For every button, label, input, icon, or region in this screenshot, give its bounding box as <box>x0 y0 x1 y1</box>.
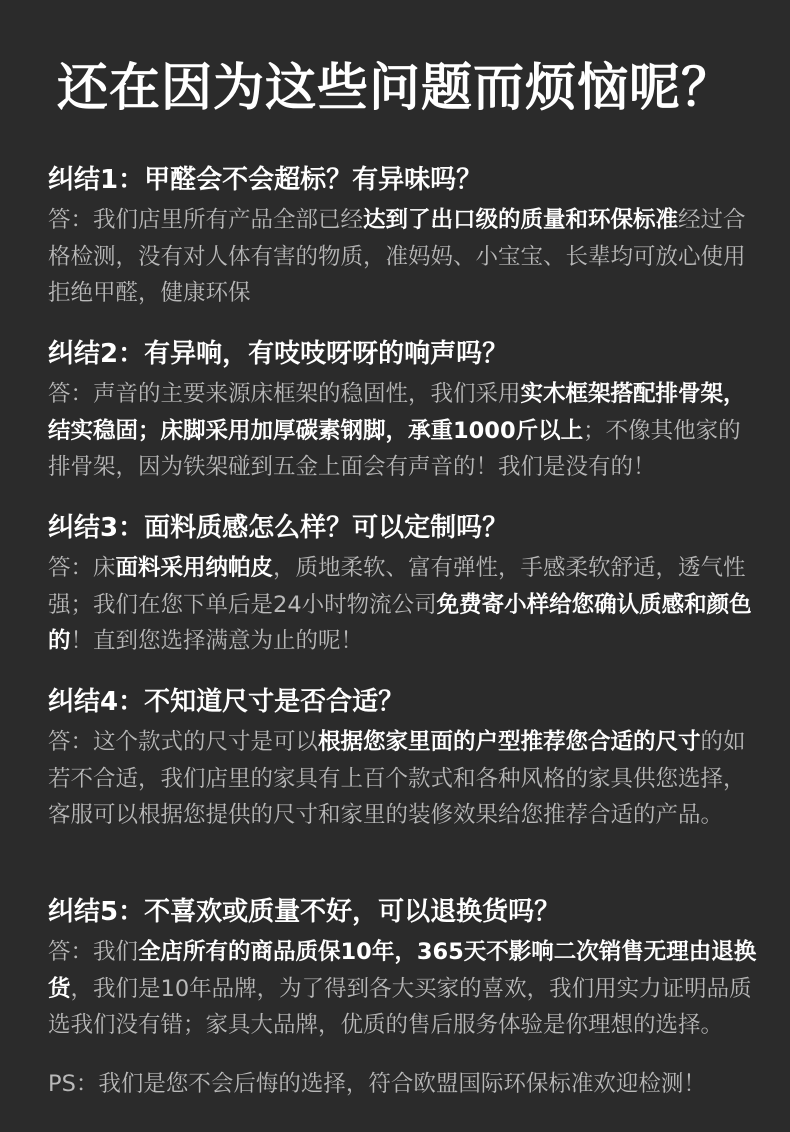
faq-section-5 <box>48 894 763 1044</box>
answer-text: 答：我们店里所有产品全部已经 <box>48 207 364 233</box>
faq-answer <box>48 934 763 1044</box>
page-title: 还在因为这些问题而烦恼呢？ <box>56 59 733 118</box>
answer-text: 答：这个款式的尺寸是可以 <box>48 729 319 755</box>
faq-answer <box>48 376 763 486</box>
faq-question: 纠结2：有异响，有吱吱呀呀的响声吗？ <box>48 339 509 369</box>
answer-text: ；不像其他家的排骨架，因为铁架碰到五金上面会有声音的！我们是没有的！ <box>48 417 741 480</box>
faq-question: 纠结3：面料质感怎么样？可以定制吗？ <box>48 513 509 543</box>
answer-text: ，质地柔软、富有弹性，手感柔软舒适，透气性强；我们在您下单后是24小时物流公司 <box>48 555 746 618</box>
faq-question: 纠结4：不知道尺寸是否合适？ <box>48 687 405 717</box>
faq-question: 纠结5：不喜欢或质量不好，可以退换货吗？ <box>48 897 561 927</box>
answer-highlight: 达到了出口级的质量和环保标准 <box>363 207 679 233</box>
answer-highlight: 全店所有的商品质保10年，365天不影响二次销售无理由退换货 <box>48 939 757 1002</box>
answer-text: ！直到您选择满意为止的呢！ <box>70 628 364 654</box>
faq-answer <box>48 550 763 660</box>
answer-text: 答：床 <box>48 555 116 581</box>
answer-highlight: 面料采用纳帕皮 <box>115 555 274 581</box>
faq-section-4 <box>48 684 763 834</box>
answer-text: 经过合格检测，没有对人体有害的物质，准妈妈、小宝宝、长辈均可放心使用拒绝甲醛，健康环保 <box>48 207 746 306</box>
answer-text: 的如若不合适，我们店里的家具有上百个款式和各种风格的家具供您选择，客服可以根据您提供的尺寸和家里的装修效果给您推荐合适的产品。 <box>48 729 746 828</box>
answer-highlight: 免费寄小样给您确认质感和颜色的 <box>48 591 752 654</box>
faq-question: 纠结1：甲醛会不会超标？有异味吗？ <box>48 165 483 195</box>
faq-answer <box>48 724 763 834</box>
answer-highlight: 根据您家里面的户型推荐您合适的尺寸 <box>318 729 701 755</box>
answer-text: ，我们是10年品牌，为了得到各大买家的喜欢，我们用实力证明品质选我们没有错；家具大品牌，优质的售后服务体验是你理想的选择。 <box>48 975 752 1038</box>
answer-highlight: 实木框架搭配排骨架，结实稳固；床脚采用加厚碳素钢脚，承重1000斤以上 <box>48 381 746 444</box>
faq-section-1 <box>48 162 763 312</box>
answer-text: 答：我们 <box>48 939 139 965</box>
faq-answer <box>48 202 763 312</box>
ps-note: PS：我们是您不会后悔的选择，符合欧盟国际环保标准欢迎检测！ <box>48 1071 706 1097</box>
answer-text: 答：声音的主要来源床框架的稳固性，我们采用 <box>48 381 521 407</box>
faq-section-2 <box>48 336 763 486</box>
faq-section-3 <box>48 510 763 660</box>
